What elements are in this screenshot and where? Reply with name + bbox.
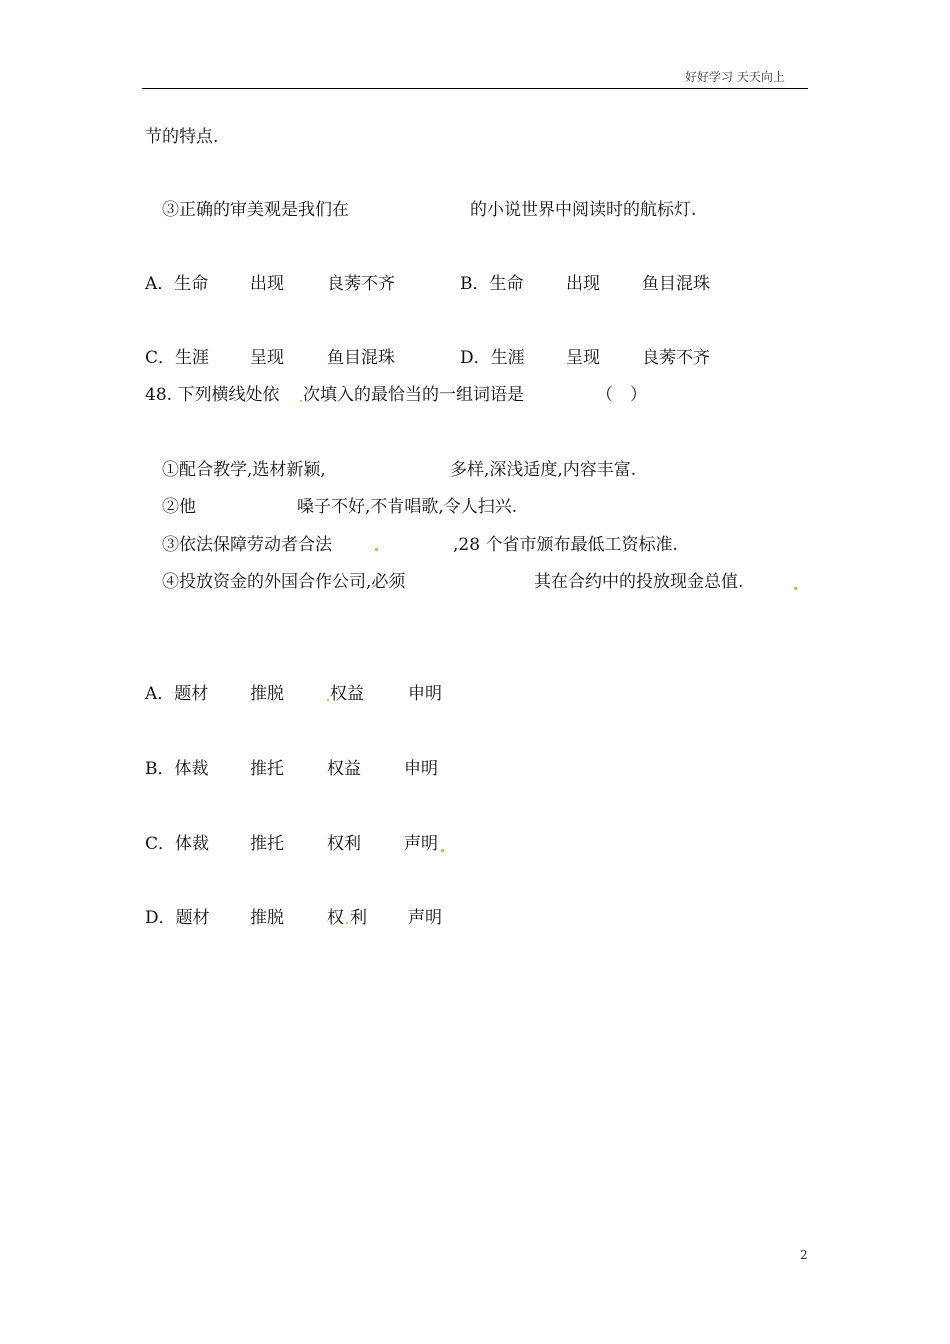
q48-option-d-word4: 声明: [408, 908, 442, 928]
q48-option-a-word3: 权益: [330, 684, 364, 704]
q47-item3-after: 的小说世界中阅读时的航标灯.: [470, 200, 697, 220]
q48-item1-before: ①配合教学,选材新颖,: [162, 460, 326, 480]
q48-option-b-label: B．体裁: [145, 759, 209, 779]
q48-option-b-word3: 权益: [327, 759, 361, 779]
q47-option-d-label: D．生涯: [460, 348, 525, 368]
q48-option-b-word2: 推托: [250, 759, 284, 779]
q48-option-c-word3: 权利: [327, 834, 361, 854]
q48-option-d-word2: 推脱: [250, 908, 284, 928]
q47-option-b-label: B．生命: [460, 274, 524, 294]
q47-option-d-word2: 呈现: [566, 348, 600, 368]
q47-option-a-word2: 出现: [250, 274, 284, 294]
q47-option-c-word3: 鱼目混珠: [327, 348, 395, 368]
q48-item4-before: ④投放资金的外国合作公司,必须: [162, 572, 406, 592]
q48-item2-before: ②他: [162, 497, 196, 517]
stray-mark: [327, 699, 329, 701]
q47-item3-before: ③正确的审美观是我们在: [162, 200, 349, 220]
q47-option-b-word3: 鱼目混珠: [642, 274, 710, 294]
q48-item2-after: 嗓子不好,不肯唱歌,令人扫兴.: [297, 497, 518, 517]
q48-answer-paren: （ ）: [596, 385, 647, 405]
page-number: 2: [800, 1248, 808, 1262]
stray-mark: [375, 548, 378, 551]
q48-option-a-word2: 推脱: [250, 684, 284, 704]
q47-option-c-label: C．生涯: [145, 348, 210, 368]
q47-continued-text: 节的特点.: [145, 127, 219, 147]
q48-option-c-label: C．体裁: [145, 834, 210, 854]
q48-item4-after: 其在合约中的投放现金总值.: [534, 572, 744, 592]
q48-option-a-label: A．题材: [145, 684, 209, 704]
q48-option-d-word3a: 权: [327, 908, 344, 928]
q48-stem-part1: 48. 下列横线处依: [145, 385, 280, 405]
q48-item1-after: 多样,深浅适度,内容丰富.: [450, 460, 637, 480]
q48-option-d-label: D．题材: [145, 908, 210, 928]
q47-option-b-word2: 出现: [566, 274, 600, 294]
stray-mark: [441, 849, 444, 852]
header-motto: 好好学习 天天向上: [685, 70, 785, 84]
q48-item3-before: ③依法保障劳动者合法: [162, 535, 332, 555]
q48-stem-part2: 次填入的最恰当的一组词语是: [303, 385, 524, 405]
q48-option-d-word3b: 利: [350, 908, 367, 928]
stray-mark: [794, 587, 797, 590]
q47-option-c-word2: 呈现: [250, 348, 284, 368]
q47-option-d-word3: 良莠不齐: [642, 348, 710, 368]
stray-mark: [346, 922, 348, 924]
q48-option-a-word4: 申明: [408, 684, 442, 704]
q48-option-c-word4: 声明: [404, 834, 438, 854]
q47-option-a-label: A．生命: [145, 274, 209, 294]
stray-mark: [300, 400, 302, 402]
q48-item3-after: ,28 个省市颁布最低工资标准.: [453, 535, 678, 555]
q48-option-c-word2: 推托: [250, 834, 284, 854]
header-rule: [142, 88, 808, 89]
q48-option-b-word4: 申明: [404, 759, 438, 779]
q47-option-a-word3: 良莠不齐: [327, 274, 395, 294]
